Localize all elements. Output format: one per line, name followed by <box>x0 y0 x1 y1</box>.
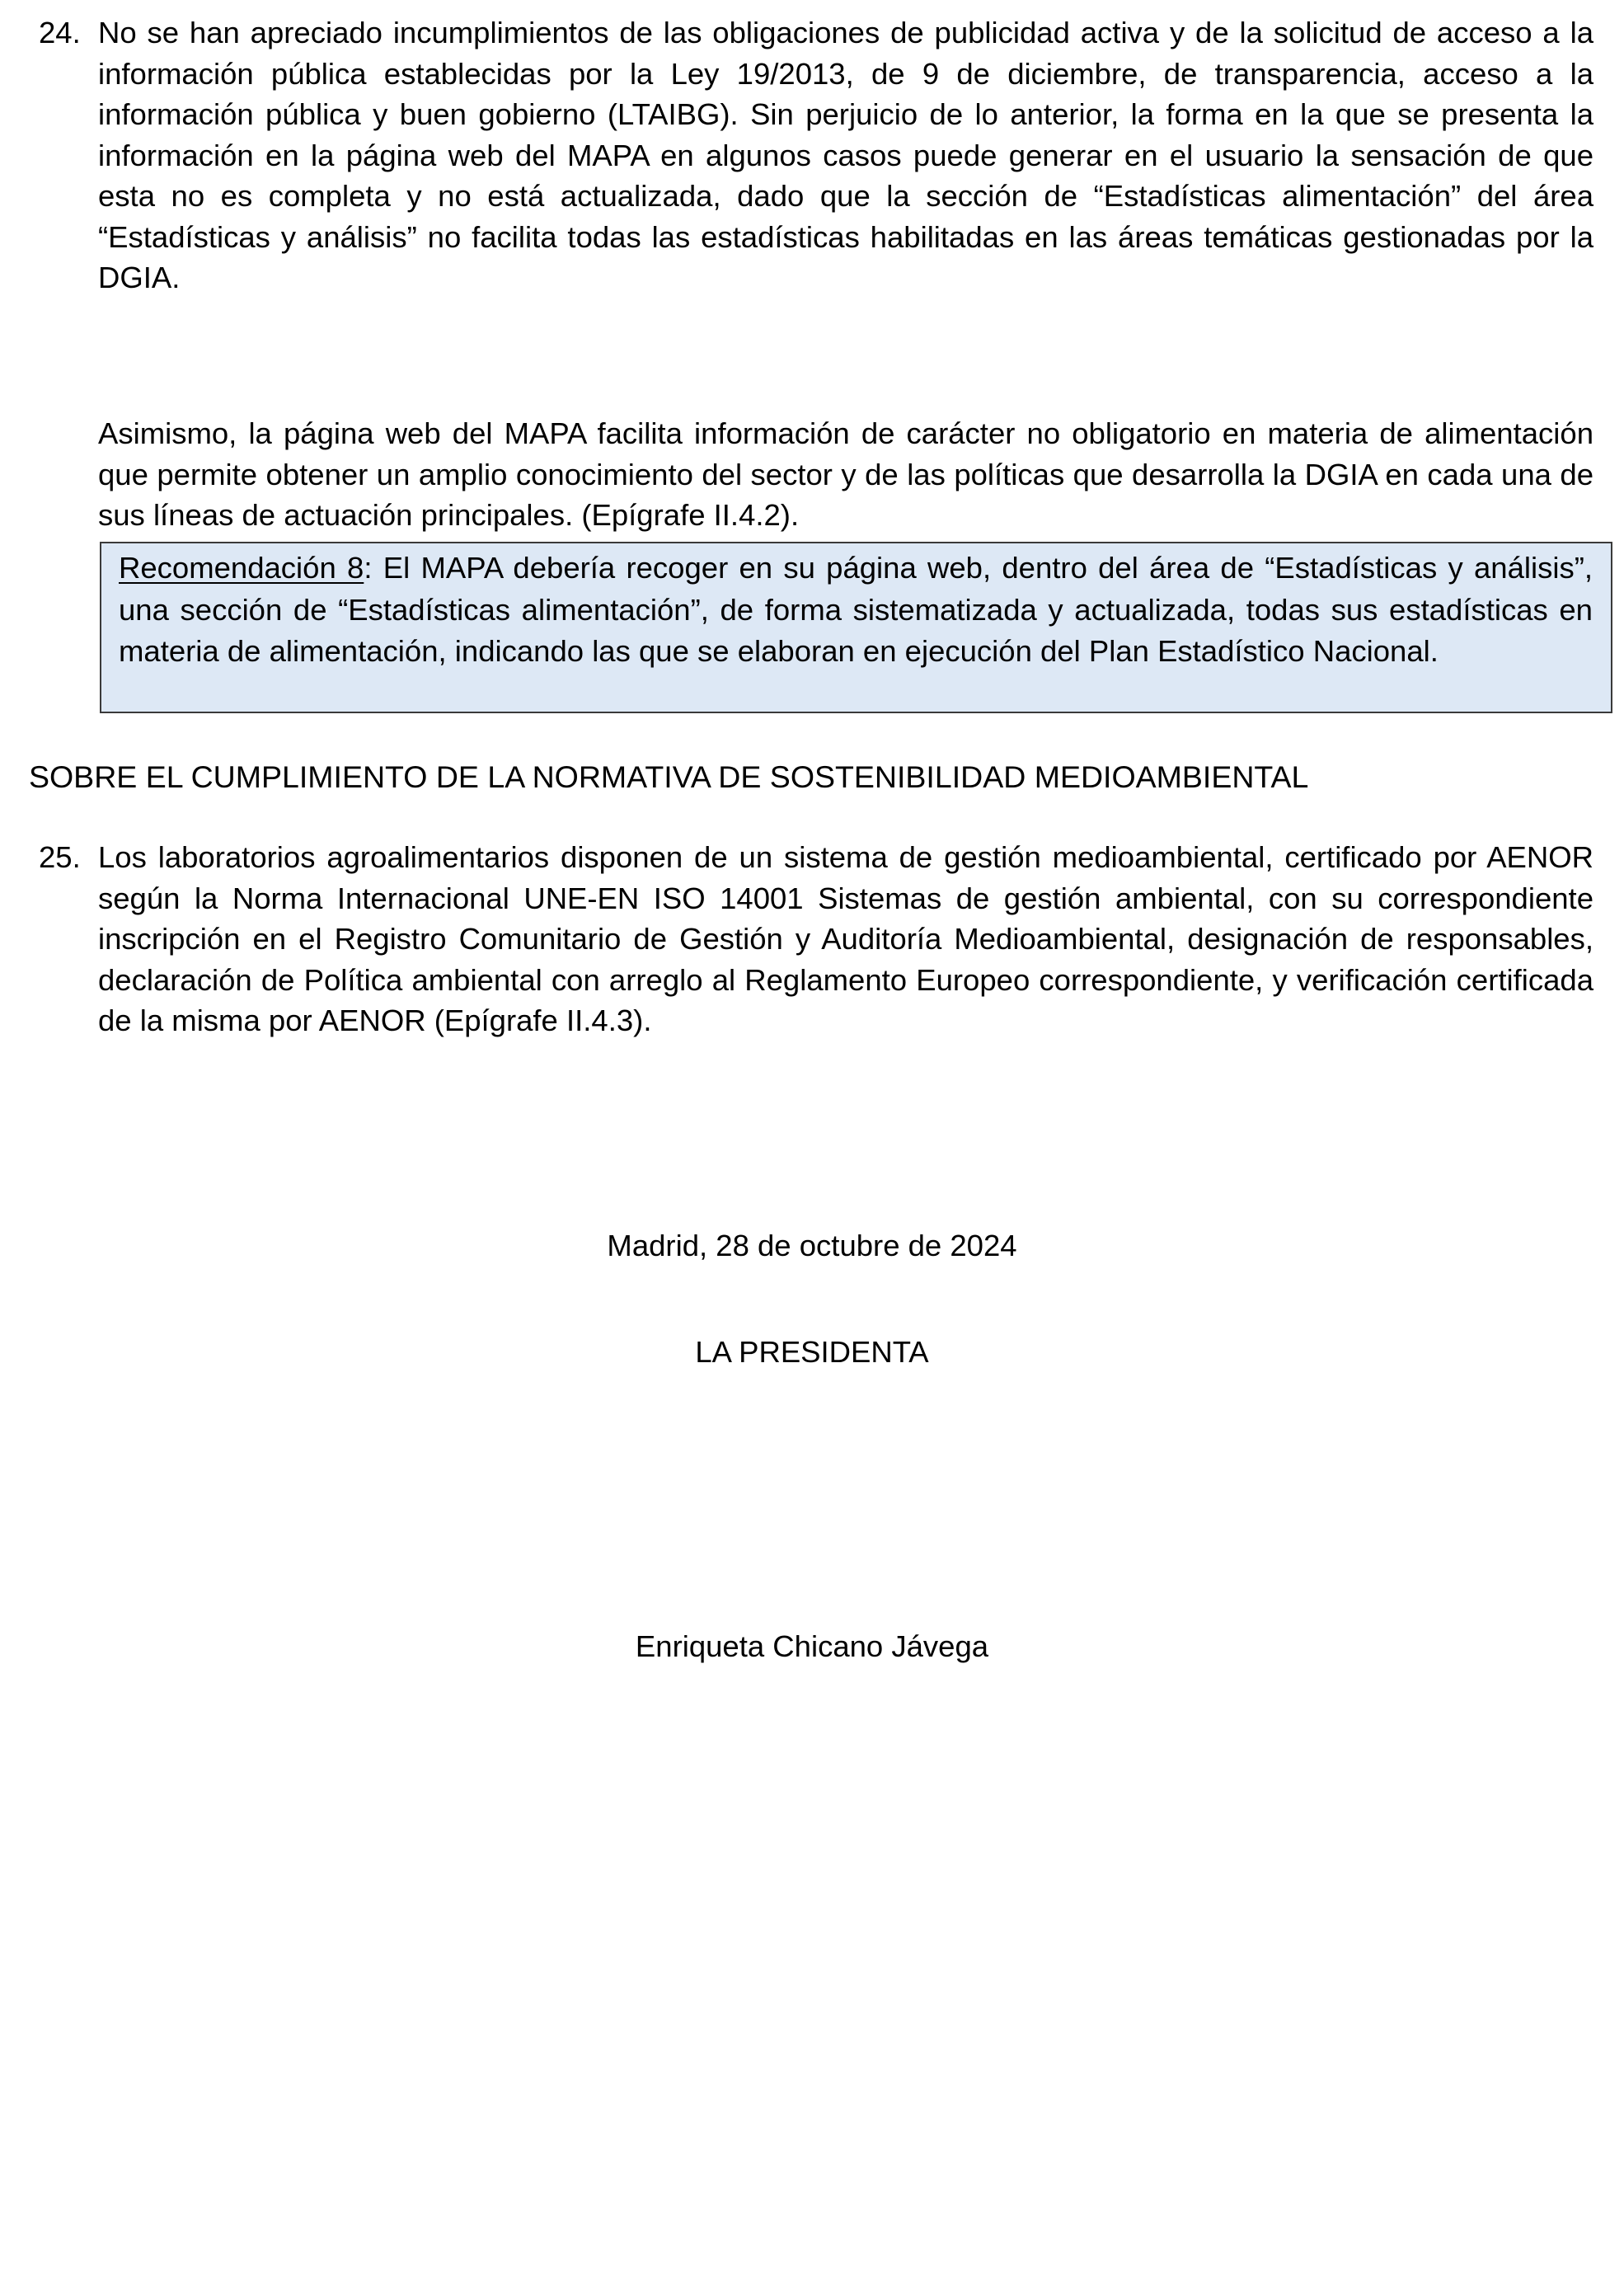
recommendation-text: El MAPA debería recoger en su página web, dentro del área de “Estadísticas y análisis”, una sección de “Estadísticas alimentación”, de forma sistematizada y actualizada, todas sus estadísticas en materia de alimentación, indicando las que se elaboran en ejecución del Plan Estadístico Nacional. <box>119 551 1593 668</box>
paragraph-continuation: Asimismo, la página web del MAPA facilita información de carácter no obligatorio en materia de alimentación que permite obtener un amplio conocimiento del sector y de las políticas que desarrolla la DGIA en cada una de sus líneas de actuación principales. (Epígrafe II.4.2). <box>98 416 1593 532</box>
signature-place-date: Madrid, 28 de octubre de 2024 <box>607 1229 1017 1262</box>
paragraph-text: No se han apreciado incumplimientos de las obligaciones de publicidad activa y de la solicitud de acceso a la información pública establecidas por la Ley 19/2013, de 9 de diciembre, de transparencia, acceso a la información pública y buen gobierno (LTAIBG). Sin perjuicio de lo anterior, la forma en la que se presenta la información en la página web del MAPA en algunos casos puede generar en el usuario la sensación de que esta no es completa y no está actualizada, dado que la sección de “Estadísticas alimentación” del área “Estadísticas y análisis” no facilita todas las estadísticas habilitadas en las áreas temáticas gestionadas por la DGIA. <box>98 16 1593 294</box>
paragraph-number: 24. <box>39 16 81 49</box>
signature-title: LA PRESIDENTA <box>695 1335 929 1369</box>
section-heading: SOBRE EL CUMPLIMIENTO DE LA NORMATIVA DE SOSTENIBILIDAD MEDIOAMBIENTAL <box>29 759 1309 794</box>
recommendation-label: Recomendación 8 <box>119 551 364 585</box>
signature-name: Enriqueta Chicano Jávega <box>635 1629 989 1663</box>
recommendation-separator: : <box>364 551 373 585</box>
paragraph-number: 25. <box>39 840 81 874</box>
numbered-paragraph-25 <box>39 837 1593 1041</box>
paragraph-text: Los laboratorios agroalimentarios disponen de un sistema de gestión medioambiental, certificado por AENOR según la Norma Internacional UNE-EN ISO 14001 Sistemas de gestión ambiental, con su correspondiente inscripción en el Registro Comunitario de Gestión y Auditoría Medioambiental, designación de responsables, declaración de Política ambiental con arreglo al Reglamento Europeo correspondiente, y verificación certificada de la misma por AENOR (Epígrafe II.4.3). <box>98 840 1593 1037</box>
numbered-paragraph-24 <box>39 12 1593 298</box>
recommendation-box <box>100 542 1612 713</box>
